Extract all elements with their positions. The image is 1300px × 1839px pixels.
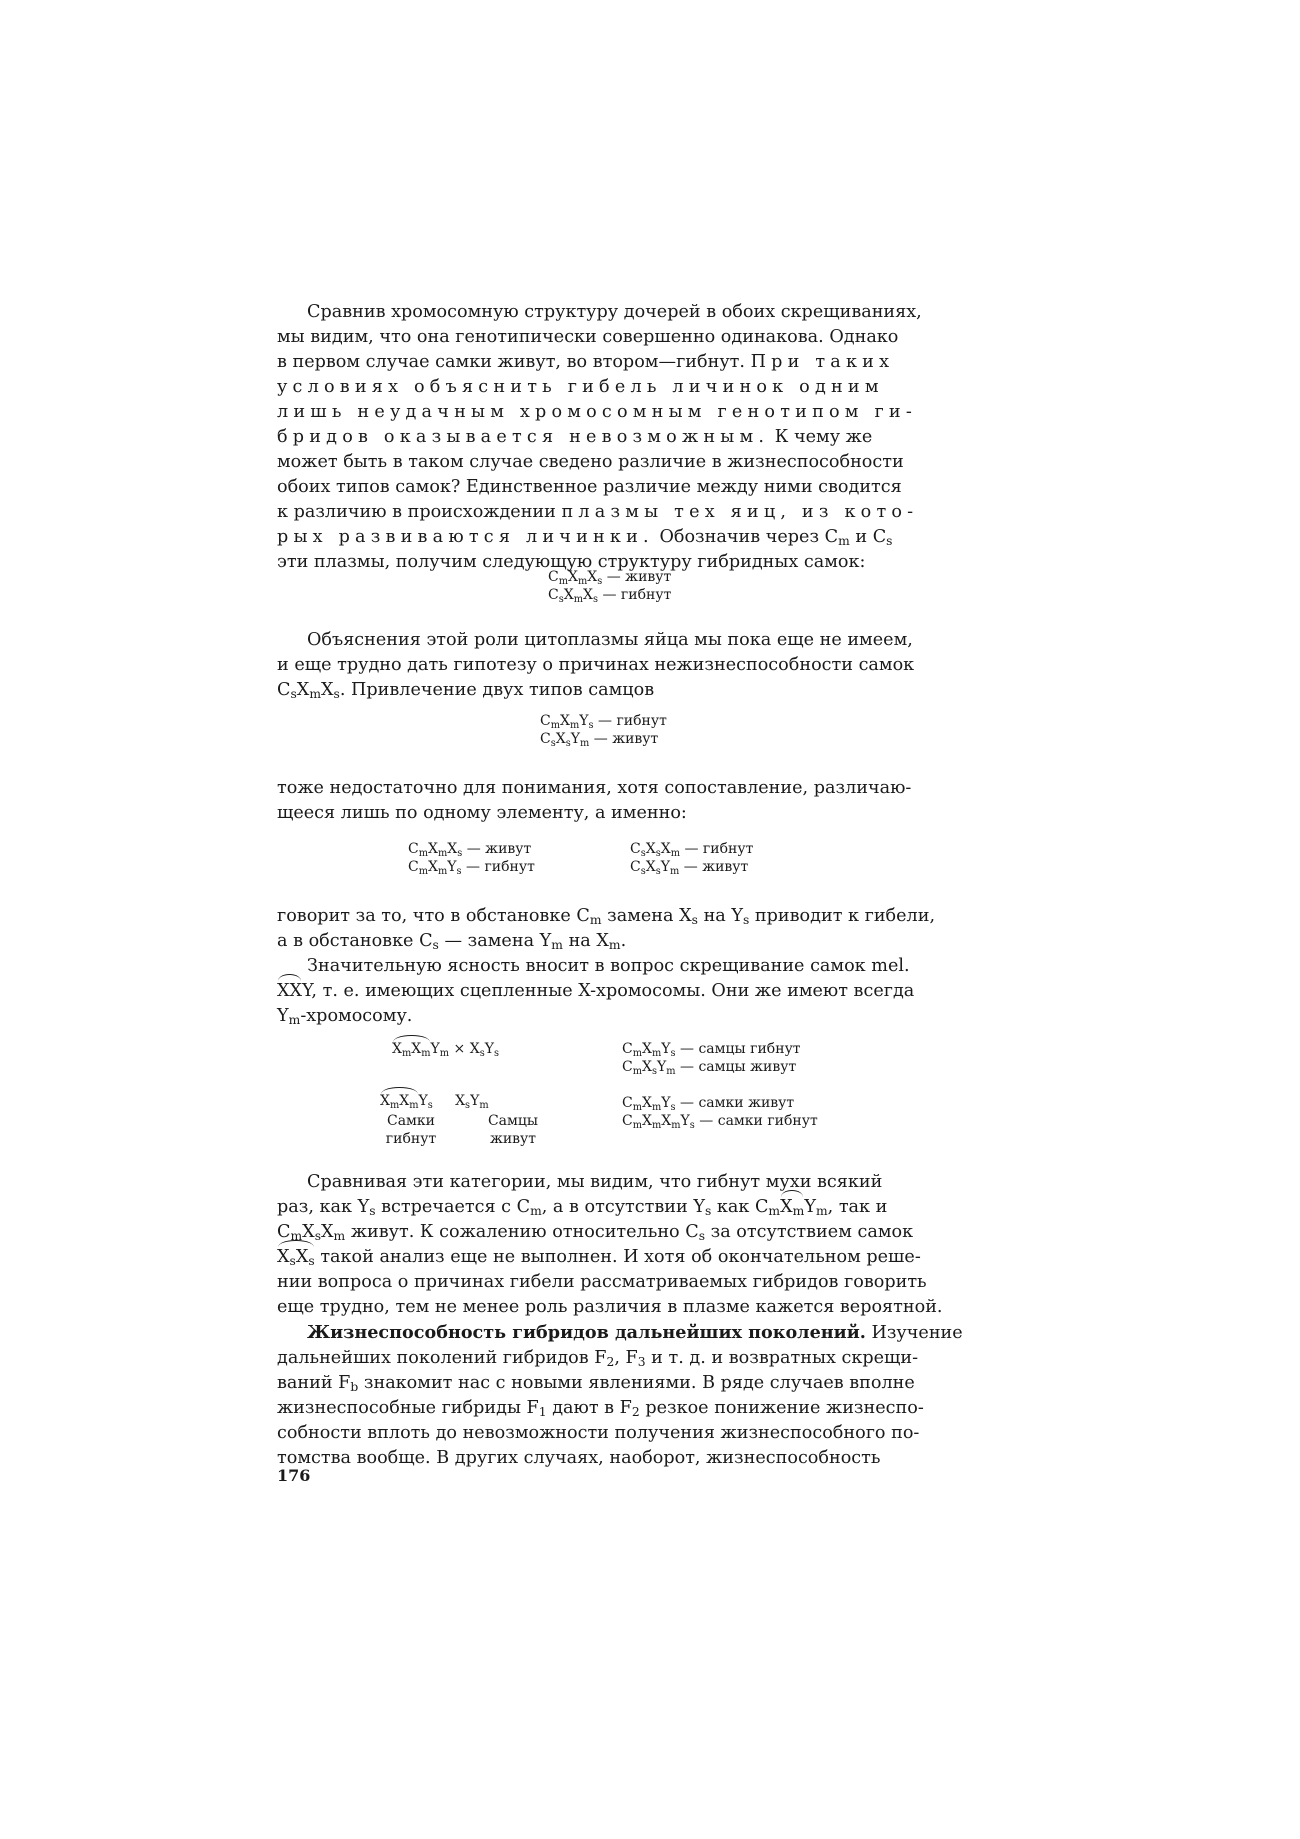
text-line: Сравнивая эти категории, мы видим, что гибнут мухи всякий <box>307 1172 883 1192</box>
text-line: рых развиваются личинки. Обозначив через $C_m$ и $C_s$ <box>277 527 893 548</box>
formula-block-4-offspring: $X_mX_mY_s$ $X_sY_m$ <box>380 1093 489 1111</box>
paragraph-3 <box>277 776 970 826</box>
text-line: мы видим, что она генотипически совершенно одинакова. Однако <box>277 327 899 347</box>
formula-block-4-results: $C_mX_mY_s$ — самцы гибнут $C_mX_sY_m$ — самцы живут $C_mX_mY_s$ — самки живут $C_mX_mX_mY_s$ — самки гибнут <box>622 1041 818 1131</box>
text-line: дальнейших поколений гибридов $F_2$, $F_3$ и т. д. и возвратных скрещи- <box>277 1348 919 1369</box>
paragraph-5 <box>277 954 970 1029</box>
text-line: еще трудно, тем не менее роль различия в плазме кажется вероятной. <box>277 1297 943 1317</box>
text-line: в первом случае самки живут, во втором—гибнут. При таких <box>277 352 895 372</box>
text-line: Объяснения этой роли цитоплазмы яйца мы пока еще не имеем, <box>307 630 913 650</box>
text-line: и еще трудно дать гипотезу о причинах нежизнеспособности самок <box>277 655 915 675</box>
formula-block-1: $C_mX_mX_s$ — живут $C_sX_mX_s$ — гибнут <box>548 569 672 605</box>
text-line: бридов оказывается невозможным. К чему же <box>277 427 873 447</box>
text-line: раз, как $Y_s$ встречается с $C_m$, а в отсутствии $Y_s$ как $C_mX_mY_m$, так и <box>277 1197 888 1218</box>
formula-block-3-left: $C_mX_mX_s$ — живут $C_mX_mY_s$ — гибнут <box>408 841 535 877</box>
text-line: $C_mX_sX_m$ живут. К сожалению относительно $C_s$ за отсутствием самок <box>277 1222 914 1243</box>
text-line: лишь неудачным хромосомным генотипом ги- <box>277 402 917 422</box>
text-line: нии вопроса о причинах гибели рассматриваемых гибридов говорить <box>277 1272 927 1292</box>
text-line: эти плазмы, получим следующую структуру гибридных самок: <box>277 552 866 572</box>
text-line: $C_sX_mX_s$. Привлечение двух типов самцов <box>277 680 655 701</box>
page-number: 176 <box>277 1466 311 1485</box>
text-line: $X_sX_s$ такой анализ еще не выполнен. И хотя об окончательном реше- <box>277 1247 921 1268</box>
text-line: обоих типов самок? Единственное различие между ними сводится <box>277 477 902 497</box>
formula-block-3-right: $C_sX_sX_m$ — гибнут $C_sX_sY_m$ — живут <box>630 841 754 877</box>
text-line: Значительную ясность вносит в вопрос скрещивание самок mel. <box>307 956 910 976</box>
text-line: собности вплоть до невозможности получения жизнеспособного по- <box>277 1423 920 1443</box>
text-line: щееся лишь по одному элементу, а именно: <box>277 803 687 823</box>
text-line: жизнеспособные гибриды $F_1$ дают в $F_2$ резкое понижение жизнеспо- <box>277 1398 924 1419</box>
paragraph-6 <box>277 1170 970 1320</box>
paragraph-4 <box>277 904 970 954</box>
text-line: говорит за то, что в обстановке $C_m$ замена $X_s$ на $Y_s$ приводит к гибели, <box>277 906 936 927</box>
paragraph-1 <box>277 300 970 575</box>
offspring-label-right: Самцы живут <box>487 1113 539 1147</box>
text-line: тоже недостаточно для понимания, хотя сопоставление, различаю- <box>277 778 912 798</box>
text-line: может быть в таком случае сведено различие в жизнеспособности <box>277 452 904 472</box>
text-line: условиях объяснить гибель личинок одним <box>277 377 884 397</box>
text-line: $Y_m$-хромосому. <box>277 1006 413 1027</box>
formula-block-2: $C_mX_mY_s$ — гибнут $C_sX_sY_m$ — живут <box>540 713 667 749</box>
paragraph-7 <box>277 1320 970 1471</box>
text-line: ваний $F_b$ знакомит нас с новыми явлениями. В ряде случаев вполне <box>277 1373 915 1394</box>
offspring-label-left: Самки гибнут <box>385 1113 437 1147</box>
text-line: томства вообще. В других случаях, наоборот, жизнеспособность <box>277 1448 881 1468</box>
text-line: Жизнеспособность гибридов дальнейших поколений. Изучение <box>307 1322 963 1343</box>
text-line: а в обстановке $C_s$ — замена $Y_m$ на $X_m$. <box>277 931 627 952</box>
section-heading: Жизнеспособность гибридов дальнейших поколений. <box>307 1322 866 1343</box>
text-line: к различию в происхождении плазмы тех яиц, из кото- <box>277 502 919 522</box>
paragraph-2 <box>277 628 970 703</box>
text-line: XXY, т. е. имеющих сцепленные X-хромосомы. Они же имеют всегда <box>277 979 970 1004</box>
formula-block-4-cross: $X_mX_mY_m \times X_sY_s$ <box>392 1041 499 1059</box>
text-line: Сравнив хромосомную структуру дочерей в обоих скрещиваниях, <box>307 302 922 322</box>
